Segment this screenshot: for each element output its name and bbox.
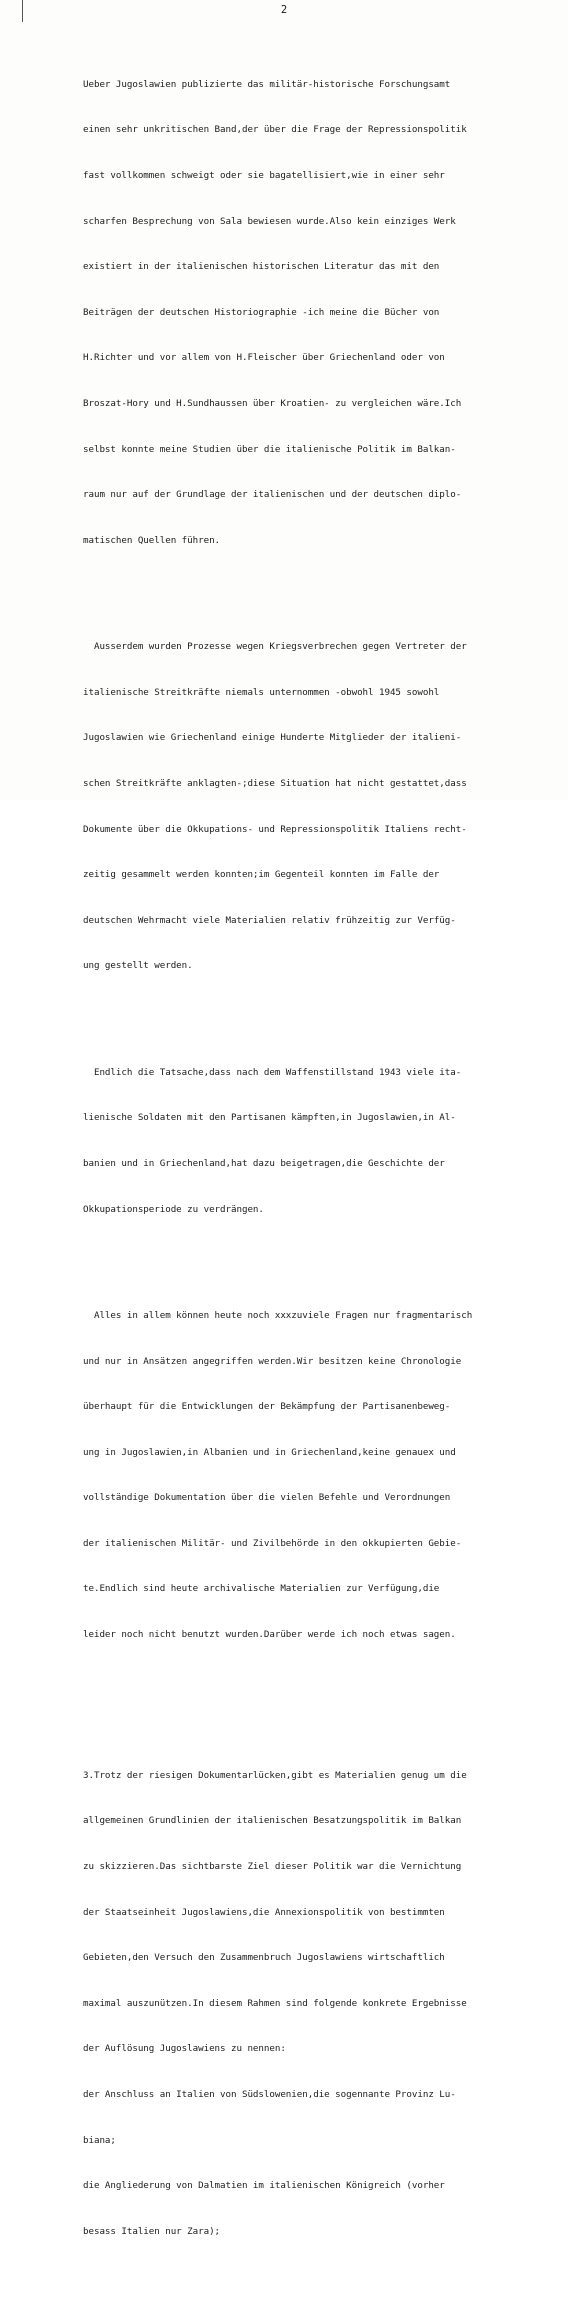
text-line: der italienischen Militär- und Zivilbehörde in den okkupierten Gebie- (83, 1537, 462, 1549)
text-line: maximal auszunützen.In diesem Rahmen sind folgende konkrete Ergebnisse (83, 1997, 467, 2009)
text-line: einen sehr unkritischen Band,der über die Frage der Repressionspolitik (83, 124, 467, 136)
text-line: überhaupt für die Entwicklungen der Bekämpfung der Partisanenbeweg- (83, 1401, 451, 1413)
paragraph-4 (83, 1278, 553, 1673)
text-line: Gebieten,den Versuch den Zusammenbruch Jugoslawiens wirtschaftlich (83, 1952, 445, 1964)
text-line: Beiträgen der deutschen Historiographie -ich meine die Bücher von (83, 306, 440, 318)
text-line: Ueber Jugoslawien publizierte das militär-historische Forschungsamt (83, 78, 451, 90)
text-line: Endlich die Tatsache,dass nach dem Waffenstillstand 1943 viele ita- (83, 1066, 462, 1078)
text-line: vollständige Dokumentation über die vielen Befehle und Verordnungen (83, 1492, 451, 1504)
text-line: ung in Jugoslawien,in Albanien und in Griechenland,keine genauex und (83, 1446, 456, 1458)
text-line: Alles in allem können heute noch xxxzuviele Fragen nur fragmentarisch (83, 1309, 473, 1321)
text-line: besass Italien nur Zara); (83, 2225, 221, 2237)
text-line: Broszat-Hory und H.Sundhaussen über Kroatien- zu vergleichen wäre.Ich (83, 397, 462, 409)
paragraph-1 (83, 46, 553, 578)
text-line: raum nur auf der Grundlage der italienischen und der deutschen diplo- (83, 489, 462, 501)
text-line: ung gestellt werden. (83, 960, 193, 972)
text-line: H.Richter und vor allem von H.Fleischer über Griechenland oder von (83, 352, 445, 364)
text-line: te.Endlich sind heute archivalische Materialien zur Verfügung,die (83, 1583, 440, 1595)
page-number: 2 (280, 4, 288, 16)
text-line: die Angliederung von Dalmatien im italienischen Königreich (vorher (83, 2180, 445, 2192)
text-line: Ausserdem wurden Prozesse wegen Kriegsverbrechen gegen Vertreter der (83, 641, 467, 653)
paragraph-gap (83, 1703, 553, 1707)
paragraph-3 (83, 1034, 553, 1247)
text-line: allgemeinen Grundlinien der italienischen Besatzungspolitik im Balkan (83, 1815, 462, 1827)
text-line: existiert in der italienischen historischen Literatur das mit den (83, 261, 440, 273)
text-line: zu skizzieren.Das sichtbarste Ziel dieser Politik war die Vernichtung (83, 1861, 462, 1873)
text-line: der Auflösung Jugoslawiens zu nennen: (83, 2043, 286, 2055)
text-line: biana; (83, 2134, 116, 2146)
text-line: deutschen Wehrmacht viele Materialien relativ frühzeitig zur Verfüg- (83, 914, 456, 926)
text-line: scharfen Besprechung von Sala bewiesen wurde.Also kein einziges Werk (83, 215, 456, 227)
body-text (83, 16, 553, 2300)
text-line: 3.Trotz der riesigen Dokumentarlücken,gibt es Materialien genug um die (83, 1769, 467, 1781)
text-line: fast vollkommen schweigt oder sie bagatellisiert,wie in einer sehr (83, 170, 445, 181)
text-line: banien und in Griechenland,hat dazu beigetragen,die Geschichte der (83, 1157, 445, 1169)
text-line: selbst konnte meine Studien über die italienische Politik im Balkan- (83, 443, 456, 455)
text-line: matischen Quellen führen. (83, 534, 221, 546)
text-line: Jugoslawien wie Griechenland einige Hunderte Mitglieder der italieni- (83, 732, 462, 744)
text-line: Okkupationsperiode zu verdrängen. (83, 1203, 264, 1215)
text-line: der Anschluss an Italien von Südslowenien,die sogennante Provinz Lu- (83, 2089, 456, 2101)
text-line: leider noch nicht benutzt wurden.Darüber werde ich noch etwas sagen. (83, 1629, 456, 1641)
text-line: schen Streitkräfte anklagten-;diese Situation hat nicht gestattet,dass (83, 777, 467, 789)
paragraph-2 (83, 609, 553, 1004)
text-line: und nur in Ansätzen angegriffen werden.Wir besitzen keine Chronologie (83, 1355, 462, 1367)
text-line: der Staatseinheit Jugoslawiens,die Annexionspolitik von bestimmten (83, 1906, 445, 1918)
text-line: Dokumente über die Okkupations- und Repressionspolitik Italiens recht- (83, 823, 467, 835)
text-line: zeitig gesammelt werden konnten;im Gegenteil konnten im Falle der (83, 869, 440, 881)
paragraph-5 (83, 1737, 553, 2269)
text-line: italienische Streitkräfte niemals unternommen -obwohl 1945 sowohl (83, 686, 440, 698)
text-line: lienische Soldaten mit den Partisanen kämpften,in Jugoslawien,in Al- (83, 1112, 456, 1124)
